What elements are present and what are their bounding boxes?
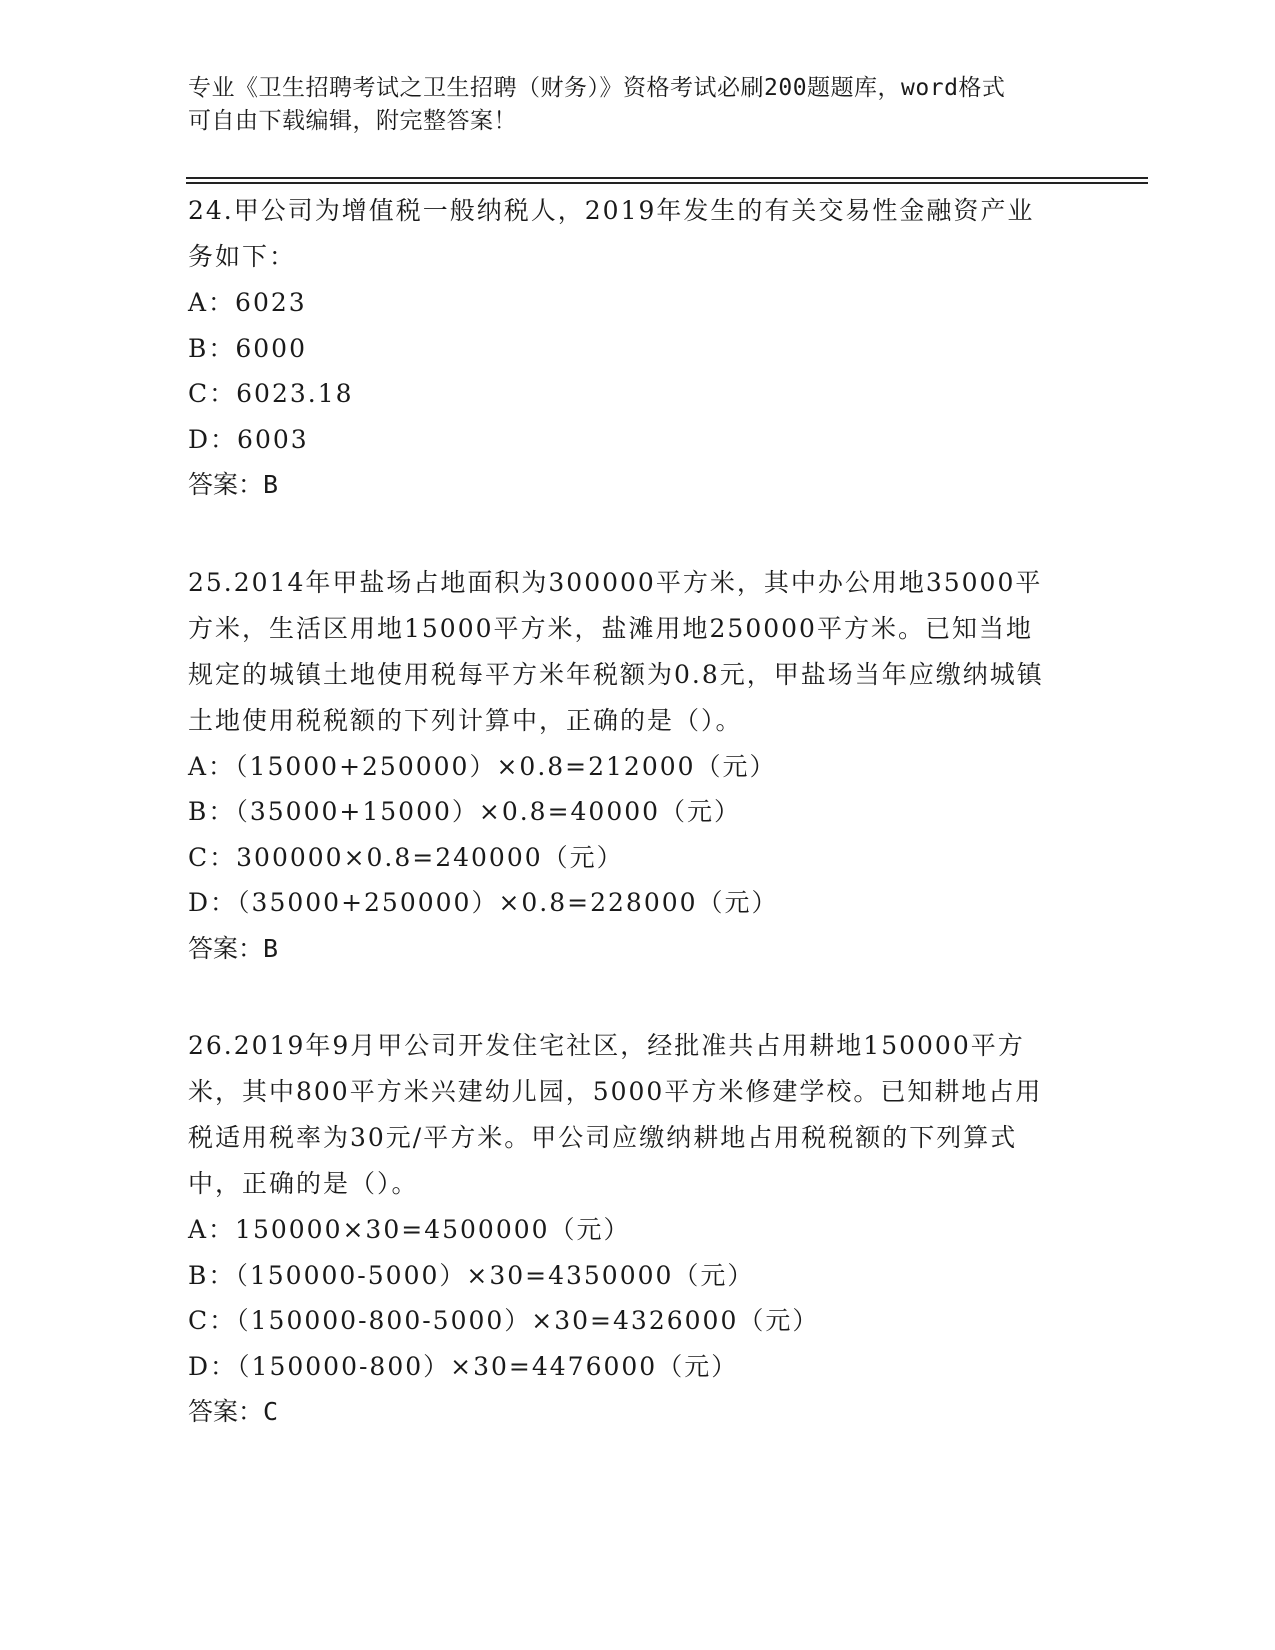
option-a: A：6023	[188, 288, 307, 317]
option-c: C：（150000-800-5000）×30=4326000（元）	[188, 1306, 820, 1335]
header-line-1: 专业《卫生招聘考试之卫生招聘（财务）》资格考试必刷200题题库，word格式	[188, 75, 1006, 101]
question-26	[188, 1023, 1088, 1435]
option-a: A：（15000+250000）×0.8=212000（元）	[188, 751, 777, 781]
option-d: D：（35000+250000）×0.8=228000（元）	[188, 888, 779, 917]
option-c: C：6023.18	[188, 379, 354, 408]
option-b: B：（35000+15000）×0.8=40000（元）	[188, 797, 742, 826]
answer: 答案：B	[188, 933, 279, 963]
option-a: A：150000×30=4500000（元）	[188, 1215, 631, 1244]
document-header	[188, 72, 1088, 138]
header-rule-top	[186, 177, 1148, 179]
question-stem: 25.2014年甲盐场占地面积为300000平方米，其中办公用地35000平方米，生活区用地15000平方米，盐滩用地250000平方米。已知当地规定的城镇土地使用税每平方米年税额为0.8元，甲盐场当年应缴纳城镇土地使用税税额的下列计算中，正确的是（）。	[188, 567, 1044, 735]
question-list	[188, 188, 1088, 1487]
header-line-2: 可自由下载编辑，附完整答案！	[188, 108, 517, 134]
answer: 答案：B	[188, 470, 279, 499]
option-c: C：300000×0.8=240000（元）	[188, 842, 624, 872]
question-stem: 24.甲公司为增值税一般纳税人，2019年发生的有关交易性金融资产业务如下：	[188, 196, 1035, 271]
question-stem: 26.2019年9月甲公司开发住宅社区，经批准共占用耕地150000平方米，其中800平方米兴建幼儿园，5000平方米修建学校。已知耕地占用税适用税率为30元/平方米。甲公司应缴纳耕地占用税税额的下列算式中，正确的是（）。	[188, 1031, 1043, 1198]
option-b: B：6000	[188, 333, 307, 363]
question-24	[188, 188, 1088, 508]
answer: 答案：C	[188, 1397, 279, 1426]
option-b: B：（150000-5000）×30=4350000（元）	[188, 1260, 755, 1290]
question-25	[188, 560, 1088, 972]
option-d: D：（150000-800）×30=4476000（元）	[188, 1351, 739, 1381]
header-rule-bottom	[186, 182, 1148, 184]
option-d: D：6003	[188, 424, 309, 454]
